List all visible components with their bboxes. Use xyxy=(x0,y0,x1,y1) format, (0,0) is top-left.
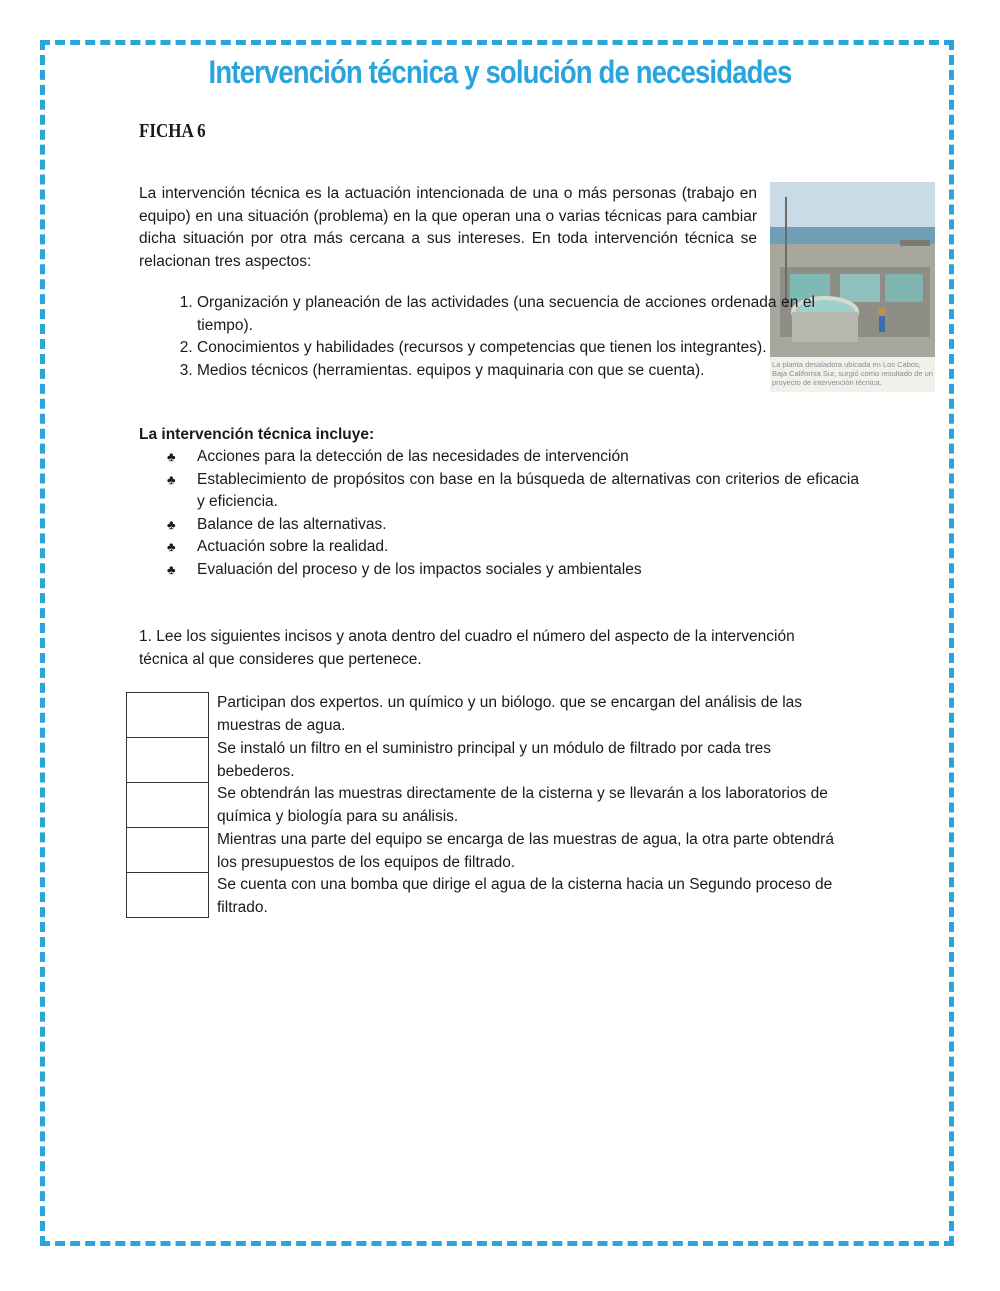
statement-3: Se obtendrán las muestras directamente de la cisterna y se llevarán a los laboratorios de química y biología para su análisis. xyxy=(217,785,828,825)
answer-box-4[interactable] xyxy=(126,827,209,873)
page-title: Intervención técnica y solución de necesidades xyxy=(208,54,792,90)
answer-box-2[interactable] xyxy=(126,737,209,783)
includes-heading: La intervención técnica incluye: xyxy=(139,426,375,443)
includes-item: ♣ Actuación sobre la realidad. xyxy=(139,536,859,559)
statement-4: Mientras una parte del equipo se encarga de las muestras de agua, la otra parte obtendrá los presupuestos de los equipos de filtrado. xyxy=(217,831,834,871)
club-bullet-icon: ♣ xyxy=(167,471,176,487)
includes-item: ♣ Establecimiento de propósitos con base en la búsqueda de alternativas con criterios de eficacia y eficiencia. xyxy=(167,470,859,510)
answer-box-3[interactable] xyxy=(126,782,209,828)
statement-1: Participan dos expertos. un químico y un biólogo. que se encargan del análisis de las muestras de agua. xyxy=(217,694,803,734)
aspect-item: 3. Medios técnicos (herramientas. equipos y maquinaria con que se cuenta). xyxy=(197,360,815,383)
club-bullet-icon: ♣ xyxy=(167,449,176,464)
answer-box-5[interactable] xyxy=(126,872,209,918)
intro-paragraph: La intervención técnica es la actuación intencionada de una o más personas (trabajo en equipo) en una situación (problema) en la que operan una o varias técnicas para cambiar dicha situación por otra más cercana a sus intereses. En toda intervención técnica se relacionan tres aspectos: xyxy=(139,185,757,270)
aspect-item: 1. Organización y planeación de las actividades (una secuencia de acciones ordenada en el tiempo). xyxy=(197,292,815,337)
includes-item: ♣ Balance de las alternativas. xyxy=(139,514,859,537)
aspect-item: 2. Conocimientos y habilidades (recursos y competencias que tienen los integrantes). xyxy=(197,337,815,360)
question-1: 1. Lee los siguientes incisos y anota dentro del cuadro el número del aspecto de la intervención técnica al que consideres que pertenece. xyxy=(139,628,795,668)
worksheet-label: FICHA 6 xyxy=(139,120,206,142)
answer-box-1[interactable] xyxy=(126,692,209,738)
statement-5: Se cuenta con una bomba que dirige el agua de la cisterna hacia un Segundo proceso de filtrado. xyxy=(217,876,833,916)
club-bullet-icon: ♣ xyxy=(167,539,176,554)
statement-2: Se instaló un filtro en el suministro principal y un módulo de filtrado por cada tres bebederos. xyxy=(217,740,771,780)
club-bullet-icon: ♣ xyxy=(167,516,176,532)
includes-item: ♣ Acciones para la detección de las necesidades de intervención xyxy=(139,446,859,469)
aspects-list xyxy=(139,292,815,382)
includes-item: ♣ Evaluación del proceso y de los impactos sociales y ambientales xyxy=(139,559,859,582)
includes-list xyxy=(139,446,859,581)
photo-caption: La planta desaladora ubicada en Los Cabos, Baja California Sur, surgió como resultado de un proyecto de intervención técnica. xyxy=(772,360,933,387)
club-bullet-icon: ♣ xyxy=(167,561,176,577)
